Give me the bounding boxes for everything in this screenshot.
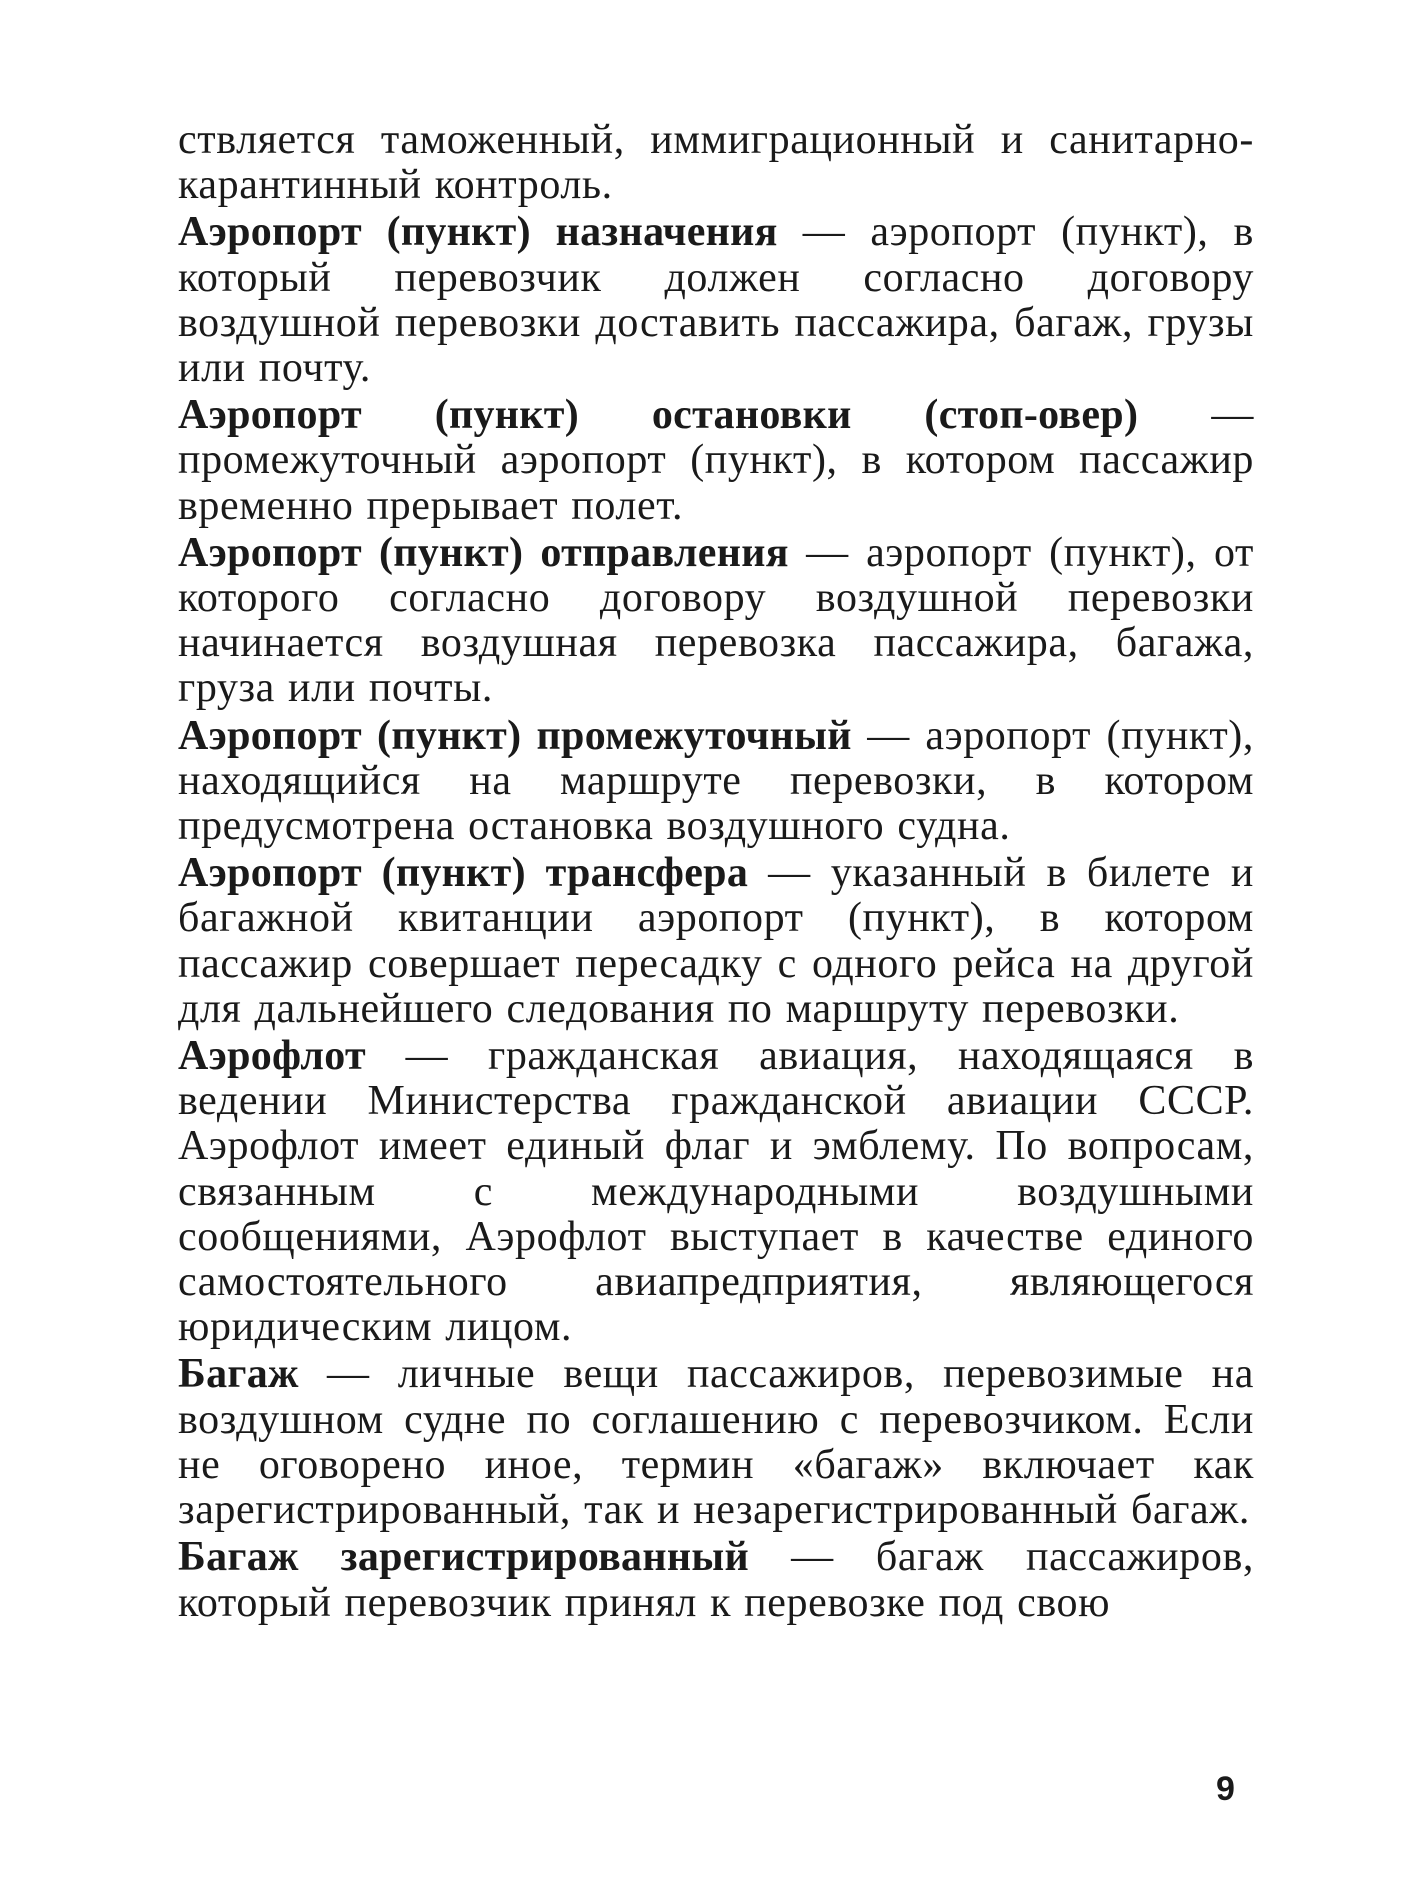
glossary-entry	[178, 714, 1254, 850]
glossary-entry	[178, 1535, 1254, 1625]
entry-definition: — указанный в билете и багажной квитанции аэропорт (пункт), в котором пассажир совершает пересадку с одного рейса на другой для дальнейшего следования по маршруту перевозки.	[178, 850, 1255, 1032]
glossary-text	[178, 118, 1254, 1628]
entry-term: Аэрофлот	[178, 1033, 366, 1080]
glossary-entry	[178, 393, 1254, 529]
glossary-entry	[178, 531, 1254, 712]
entry-definition: — личные вещи пассажиров, перевозимые на воздушном судне по соглашению с перевозчиком. Если не оговорено иное, термин «багаж» включает как зарегистрированный, так и незарегистрированный багаж.	[178, 1351, 1255, 1534]
entry-term: Аэропорт (пункт) назначения	[178, 209, 778, 256]
glossary-entry	[178, 1034, 1254, 1350]
entry-definition: — аэропорт (пункт), в который перевозчик должен согласно договору воздушной перевозки доставить пассажира, багаж, грузы или почту.	[178, 209, 1254, 392]
glossary-entry	[178, 210, 1254, 391]
page-number: 9	[1216, 1770, 1235, 1808]
continuation-text: ствляется таможенный, иммиграционный и санитарно-карантинный контроль.	[178, 117, 1254, 209]
glossary-entry	[178, 851, 1254, 1032]
entry-definition: — гражданская авиация, находящаяся в ведении Министерства гражданской авиации СССР. Аэрофлот имеет единый флаг и эмблему. По вопросам, связанным с международными воздушными сообщениями, Аэрофлот выступает в качестве единого самостоятельного авиапредприятия, являющегося юридическим лицом.	[178, 1033, 1255, 1351]
entry-term: Багаж зарегистрированный	[178, 1534, 749, 1581]
entry-definition: — аэропорт (пункт), находящийся на маршруте перевозки, в котором предусмотрена остановка воздушного судна.	[178, 712, 1254, 850]
entry-definition: — промежуточный аэропорт (пункт), в котором пассажир временно прерывает полет.	[178, 392, 1255, 529]
entry-term: Аэропорт (пункт) промежуточный	[178, 712, 852, 759]
continuation-paragraph	[178, 118, 1254, 208]
entry-term: Аэропорт (пункт) отправления	[178, 529, 789, 576]
entry-term: Багаж	[178, 1351, 299, 1398]
entry-term: Аэропорт (пункт) трансфера	[178, 850, 749, 897]
entry-definition: — багаж пассажиров, который перевозчик принял к перевозке под свою	[178, 1534, 1254, 1626]
entry-term: Аэропорт (пункт) остановки (стоп-овер)	[178, 392, 1139, 439]
entry-definition: — аэропорт (пункт), от которого согласно договору воздушной перевозки начинается воздушная перевозка пассажира, багажа, груза или почты.	[178, 529, 1254, 712]
glossary-entry	[178, 1352, 1254, 1533]
